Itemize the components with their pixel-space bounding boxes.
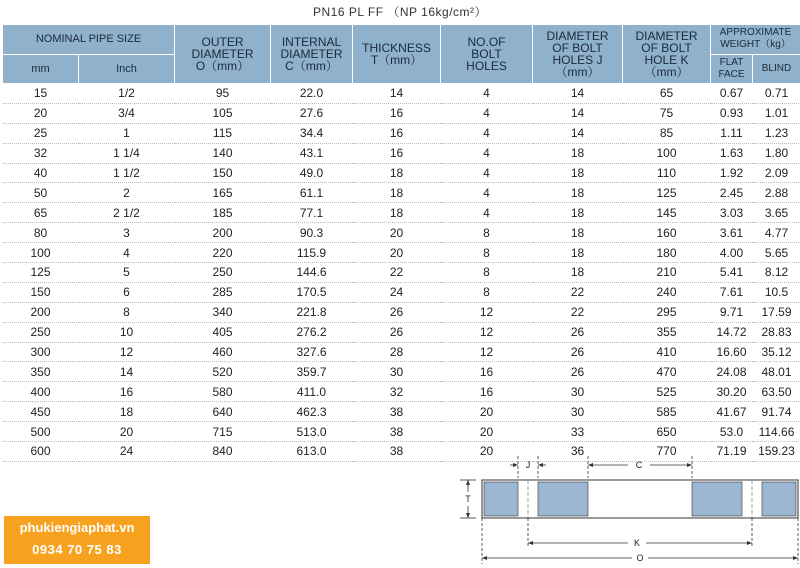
table-row <box>3 203 800 223</box>
cell-c: 115.9 <box>271 243 353 263</box>
cell-o: 165 <box>175 183 271 203</box>
cell-t: 16 <box>353 143 441 163</box>
table-row <box>3 84 800 104</box>
cell-k: 85 <box>623 123 711 143</box>
cell-inch: 4 <box>79 243 175 263</box>
cell-c: 34.4 <box>271 123 353 143</box>
cell-flat: 41.67 <box>711 402 753 422</box>
cell-k: 100 <box>623 143 711 163</box>
cell-c: 327.6 <box>271 342 353 362</box>
cell-flat: 1.63 <box>711 143 753 163</box>
cell-mm: 100 <box>3 243 79 263</box>
cell-n: 12 <box>441 322 533 342</box>
cell-c: 359.7 <box>271 362 353 382</box>
cell-k: 65 <box>623 84 711 104</box>
cell-inch: 3/4 <box>79 103 175 123</box>
company-logo <box>4 516 150 564</box>
cell-inch: 5 <box>79 263 175 283</box>
cell-inch: 3 <box>79 223 175 243</box>
cell-j: 22 <box>533 302 623 322</box>
cell-c: 513.0 <box>271 422 353 442</box>
cell-n: 4 <box>441 84 533 104</box>
cell-inch: 6 <box>79 282 175 302</box>
cell-blind: 5.65 <box>753 243 800 263</box>
cell-k: 160 <box>623 223 711 243</box>
cell-c: 411.0 <box>271 382 353 402</box>
table-row <box>3 263 800 283</box>
cell-k: 210 <box>623 263 711 283</box>
cell-mm: 450 <box>3 402 79 422</box>
cell-t: 18 <box>353 163 441 183</box>
cell-k: 650 <box>623 422 711 442</box>
cell-flat: 14.72 <box>711 322 753 342</box>
cell-mm: 15 <box>3 84 79 104</box>
cell-flat: 5.41 <box>711 263 753 283</box>
cell-flat: 30.20 <box>711 382 753 402</box>
cell-k: 585 <box>623 402 711 422</box>
cell-t: 16 <box>353 103 441 123</box>
cell-blind: 1.80 <box>753 143 800 163</box>
cell-k: 75 <box>623 103 711 123</box>
cell-flat: 3.03 <box>711 203 753 223</box>
cell-o: 200 <box>175 223 271 243</box>
cell-c: 90.3 <box>271 223 353 243</box>
cell-o: 115 <box>175 123 271 143</box>
cell-blind: 2.88 <box>753 183 800 203</box>
cell-j: 22 <box>533 282 623 302</box>
cell-t: 22 <box>353 263 441 283</box>
cell-inch: 16 <box>79 382 175 402</box>
cell-c: 144.6 <box>271 263 353 283</box>
cell-j: 30 <box>533 382 623 402</box>
cell-c: 27.6 <box>271 103 353 123</box>
cell-o: 250 <box>175 263 271 283</box>
cell-n: 8 <box>441 243 533 263</box>
cell-t: 26 <box>353 302 441 322</box>
cell-c: 49.0 <box>271 163 353 183</box>
diagram-label-j: J <box>525 460 531 470</box>
table-row <box>3 322 800 342</box>
table-row <box>3 362 800 382</box>
table-row <box>3 282 800 302</box>
cell-n: 4 <box>441 183 533 203</box>
cell-o: 580 <box>175 382 271 402</box>
cell-inch: 1 1/4 <box>79 143 175 163</box>
cell-j: 18 <box>533 243 623 263</box>
cell-k: 295 <box>623 302 711 322</box>
cell-o: 340 <box>175 302 271 322</box>
cell-c: 613.0 <box>271 442 353 462</box>
cell-k: 410 <box>623 342 711 362</box>
cell-flat: 24.08 <box>711 362 753 382</box>
cell-c: 43.1 <box>271 143 353 163</box>
cell-o: 220 <box>175 243 271 263</box>
table-row <box>3 342 800 362</box>
header-internal-diameter: INTERNAL DIAMETER C（mm） <box>271 25 353 84</box>
cell-k: 470 <box>623 362 711 382</box>
diagram-label-c: C <box>635 460 643 470</box>
cell-inch: 8 <box>79 302 175 322</box>
cell-flat: 3.61 <box>711 223 753 243</box>
cell-c: 462.3 <box>271 402 353 422</box>
cell-inch: 24 <box>79 442 175 462</box>
cell-blind: 2.09 <box>753 163 800 183</box>
cell-j: 14 <box>533 103 623 123</box>
cell-n: 20 <box>441 402 533 422</box>
cell-n: 12 <box>441 302 533 322</box>
cell-k: 525 <box>623 382 711 402</box>
cell-n: 4 <box>441 123 533 143</box>
cell-c: 221.8 <box>271 302 353 322</box>
header-no-of-bolt-holes: NO.OF BOLT HOLES <box>441 25 533 84</box>
cell-inch: 1 <box>79 123 175 143</box>
cell-t: 38 <box>353 402 441 422</box>
cell-blind: 4.77 <box>753 223 800 243</box>
cell-n: 16 <box>441 362 533 382</box>
cell-k: 355 <box>623 322 711 342</box>
cell-t: 38 <box>353 442 441 462</box>
cell-flat: 7.61 <box>711 282 753 302</box>
table-row <box>3 103 800 123</box>
cell-mm: 80 <box>3 223 79 243</box>
diagram-label-t: T <box>465 494 471 504</box>
cell-o: 715 <box>175 422 271 442</box>
cell-n: 16 <box>441 382 533 402</box>
cell-j: 14 <box>533 123 623 143</box>
header-inch: Inch <box>79 54 175 84</box>
cell-j: 36 <box>533 442 623 462</box>
table-row <box>3 223 800 243</box>
cell-o: 95 <box>175 84 271 104</box>
cell-n: 4 <box>441 203 533 223</box>
cell-o: 405 <box>175 322 271 342</box>
cell-flat: 9.71 <box>711 302 753 322</box>
cell-inch: 2 <box>79 183 175 203</box>
cell-blind: 35.12 <box>753 342 800 362</box>
cell-j: 26 <box>533 362 623 382</box>
cell-n: 4 <box>441 103 533 123</box>
cell-j: 18 <box>533 183 623 203</box>
cell-o: 640 <box>175 402 271 422</box>
cell-t: 20 <box>353 243 441 263</box>
company-website: phukiengiaphat.vn <box>19 520 135 535</box>
cell-mm: 200 <box>3 302 79 322</box>
header-flat-face: FLAT FACE <box>711 54 753 84</box>
cell-j: 18 <box>533 163 623 183</box>
header-mm: mm <box>3 54 79 84</box>
cell-t: 16 <box>353 123 441 143</box>
cell-inch: 1 1/2 <box>79 163 175 183</box>
cell-k: 240 <box>623 282 711 302</box>
cell-n: 4 <box>441 163 533 183</box>
cell-n: 20 <box>441 422 533 442</box>
cell-mm: 500 <box>3 422 79 442</box>
table-row <box>3 402 800 422</box>
cell-flat: 2.45 <box>711 183 753 203</box>
cell-mm: 150 <box>3 282 79 302</box>
cell-blind: 48.01 <box>753 362 800 382</box>
cell-o: 150 <box>175 163 271 183</box>
cell-t: 18 <box>353 183 441 203</box>
cell-o: 520 <box>175 362 271 382</box>
cell-inch: 2 1/2 <box>79 203 175 223</box>
cell-t: 26 <box>353 322 441 342</box>
flange-cross-section-diagram <box>452 452 800 568</box>
cell-flat: 16.60 <box>711 342 753 362</box>
table-row <box>3 422 800 442</box>
cell-mm: 400 <box>3 382 79 402</box>
cell-mm: 300 <box>3 342 79 362</box>
cell-o: 840 <box>175 442 271 462</box>
cell-k: 145 <box>623 203 711 223</box>
cell-j: 18 <box>533 203 623 223</box>
cell-t: 28 <box>353 342 441 362</box>
cell-flat: 0.93 <box>711 103 753 123</box>
cell-c: 276.2 <box>271 322 353 342</box>
cell-inch: 18 <box>79 402 175 422</box>
cell-mm: 32 <box>3 143 79 163</box>
cell-flat: 4.00 <box>711 243 753 263</box>
cell-inch: 20 <box>79 422 175 442</box>
cell-flat: 0.67 <box>711 84 753 104</box>
table-row <box>3 183 800 203</box>
cell-inch: 12 <box>79 342 175 362</box>
cell-c: 170.5 <box>271 282 353 302</box>
cell-j: 18 <box>533 263 623 283</box>
header-blind: BLIND <box>753 54 800 84</box>
table-row <box>3 243 800 263</box>
cell-c: 61.1 <box>271 183 353 203</box>
cell-blind: 3.65 <box>753 203 800 223</box>
cell-j: 26 <box>533 322 623 342</box>
header-bolt-hole-k: DIAMETER OF BOLT HOLE K （mm） <box>623 25 711 84</box>
cell-mm: 350 <box>3 362 79 382</box>
cell-blind: 63.50 <box>753 382 800 402</box>
diagram-label-o: O <box>636 553 644 563</box>
cell-o: 460 <box>175 342 271 362</box>
cell-flat: 1.11 <box>711 123 753 143</box>
cell-mm: 40 <box>3 163 79 183</box>
cell-k: 110 <box>623 163 711 183</box>
cell-mm: 20 <box>3 103 79 123</box>
cell-c: 77.1 <box>271 203 353 223</box>
cell-blind: 1.01 <box>753 103 800 123</box>
cell-j: 18 <box>533 223 623 243</box>
cell-j: 33 <box>533 422 623 442</box>
diagram-label-k: K <box>633 538 641 548</box>
cell-o: 185 <box>175 203 271 223</box>
cell-blind: 91.74 <box>753 402 800 422</box>
cell-blind: 1.23 <box>753 123 800 143</box>
cell-n: 4 <box>441 143 533 163</box>
cell-mm: 600 <box>3 442 79 462</box>
header-thickness: THICKNESS T（mm） <box>353 25 441 84</box>
cell-blind: 159.23 <box>753 442 800 462</box>
cell-mm: 125 <box>3 263 79 283</box>
cell-t: 38 <box>353 422 441 442</box>
header-approximate-weight: APPROXIMATE WEIGHT（kg） <box>711 25 800 55</box>
company-phone: 0934 70 75 83 <box>32 542 122 557</box>
cell-n: 12 <box>441 342 533 362</box>
cell-j: 30 <box>533 402 623 422</box>
cell-o: 140 <box>175 143 271 163</box>
cell-blind: 0.71 <box>753 84 800 104</box>
header-bolt-holes-j: DIAMETER OF BOLT HOLES J （mm） <box>533 25 623 84</box>
cell-o: 105 <box>175 103 271 123</box>
cell-mm: 50 <box>3 183 79 203</box>
cell-k: 125 <box>623 183 711 203</box>
header-outer-diameter: OUTER DIAMETER O（mm） <box>175 25 271 84</box>
cell-mm: 250 <box>3 322 79 342</box>
cell-t: 14 <box>353 84 441 104</box>
cell-flat: 53.0 <box>711 422 753 442</box>
cell-blind: 8.12 <box>753 263 800 283</box>
cell-n: 20 <box>441 442 533 462</box>
table-row <box>3 302 800 322</box>
table-row <box>3 382 800 402</box>
cell-blind: 28.83 <box>753 322 800 342</box>
cell-t: 18 <box>353 203 441 223</box>
table-row <box>3 163 800 183</box>
cell-j: 26 <box>533 342 623 362</box>
cell-t: 32 <box>353 382 441 402</box>
cell-t: 24 <box>353 282 441 302</box>
cell-t: 30 <box>353 362 441 382</box>
table-title: PN16 PL FF （NP 16kg/cm²） <box>312 5 488 19</box>
table-row <box>3 143 800 163</box>
cell-mm: 65 <box>3 203 79 223</box>
header-nominal-pipe-size: NOMINAL PIPE SIZE <box>3 25 175 55</box>
cell-mm: 25 <box>3 123 79 143</box>
cell-blind: 17.59 <box>753 302 800 322</box>
cell-flat: 71.19 <box>711 442 753 462</box>
cell-n: 8 <box>441 223 533 243</box>
cell-k: 180 <box>623 243 711 263</box>
table-row <box>3 123 800 143</box>
cell-flat: 1.92 <box>711 163 753 183</box>
cell-t: 20 <box>353 223 441 243</box>
cell-c: 22.0 <box>271 84 353 104</box>
cell-j: 14 <box>533 84 623 104</box>
cell-inch: 10 <box>79 322 175 342</box>
cell-blind: 114.66 <box>753 422 800 442</box>
cell-n: 8 <box>441 282 533 302</box>
cell-n: 8 <box>441 263 533 283</box>
cell-k: 770 <box>623 442 711 462</box>
cell-blind: 10.5 <box>753 282 800 302</box>
cell-o: 285 <box>175 282 271 302</box>
cell-j: 18 <box>533 143 623 163</box>
cell-inch: 1/2 <box>79 84 175 104</box>
cell-inch: 14 <box>79 362 175 382</box>
flange-spec-table <box>2 24 800 462</box>
